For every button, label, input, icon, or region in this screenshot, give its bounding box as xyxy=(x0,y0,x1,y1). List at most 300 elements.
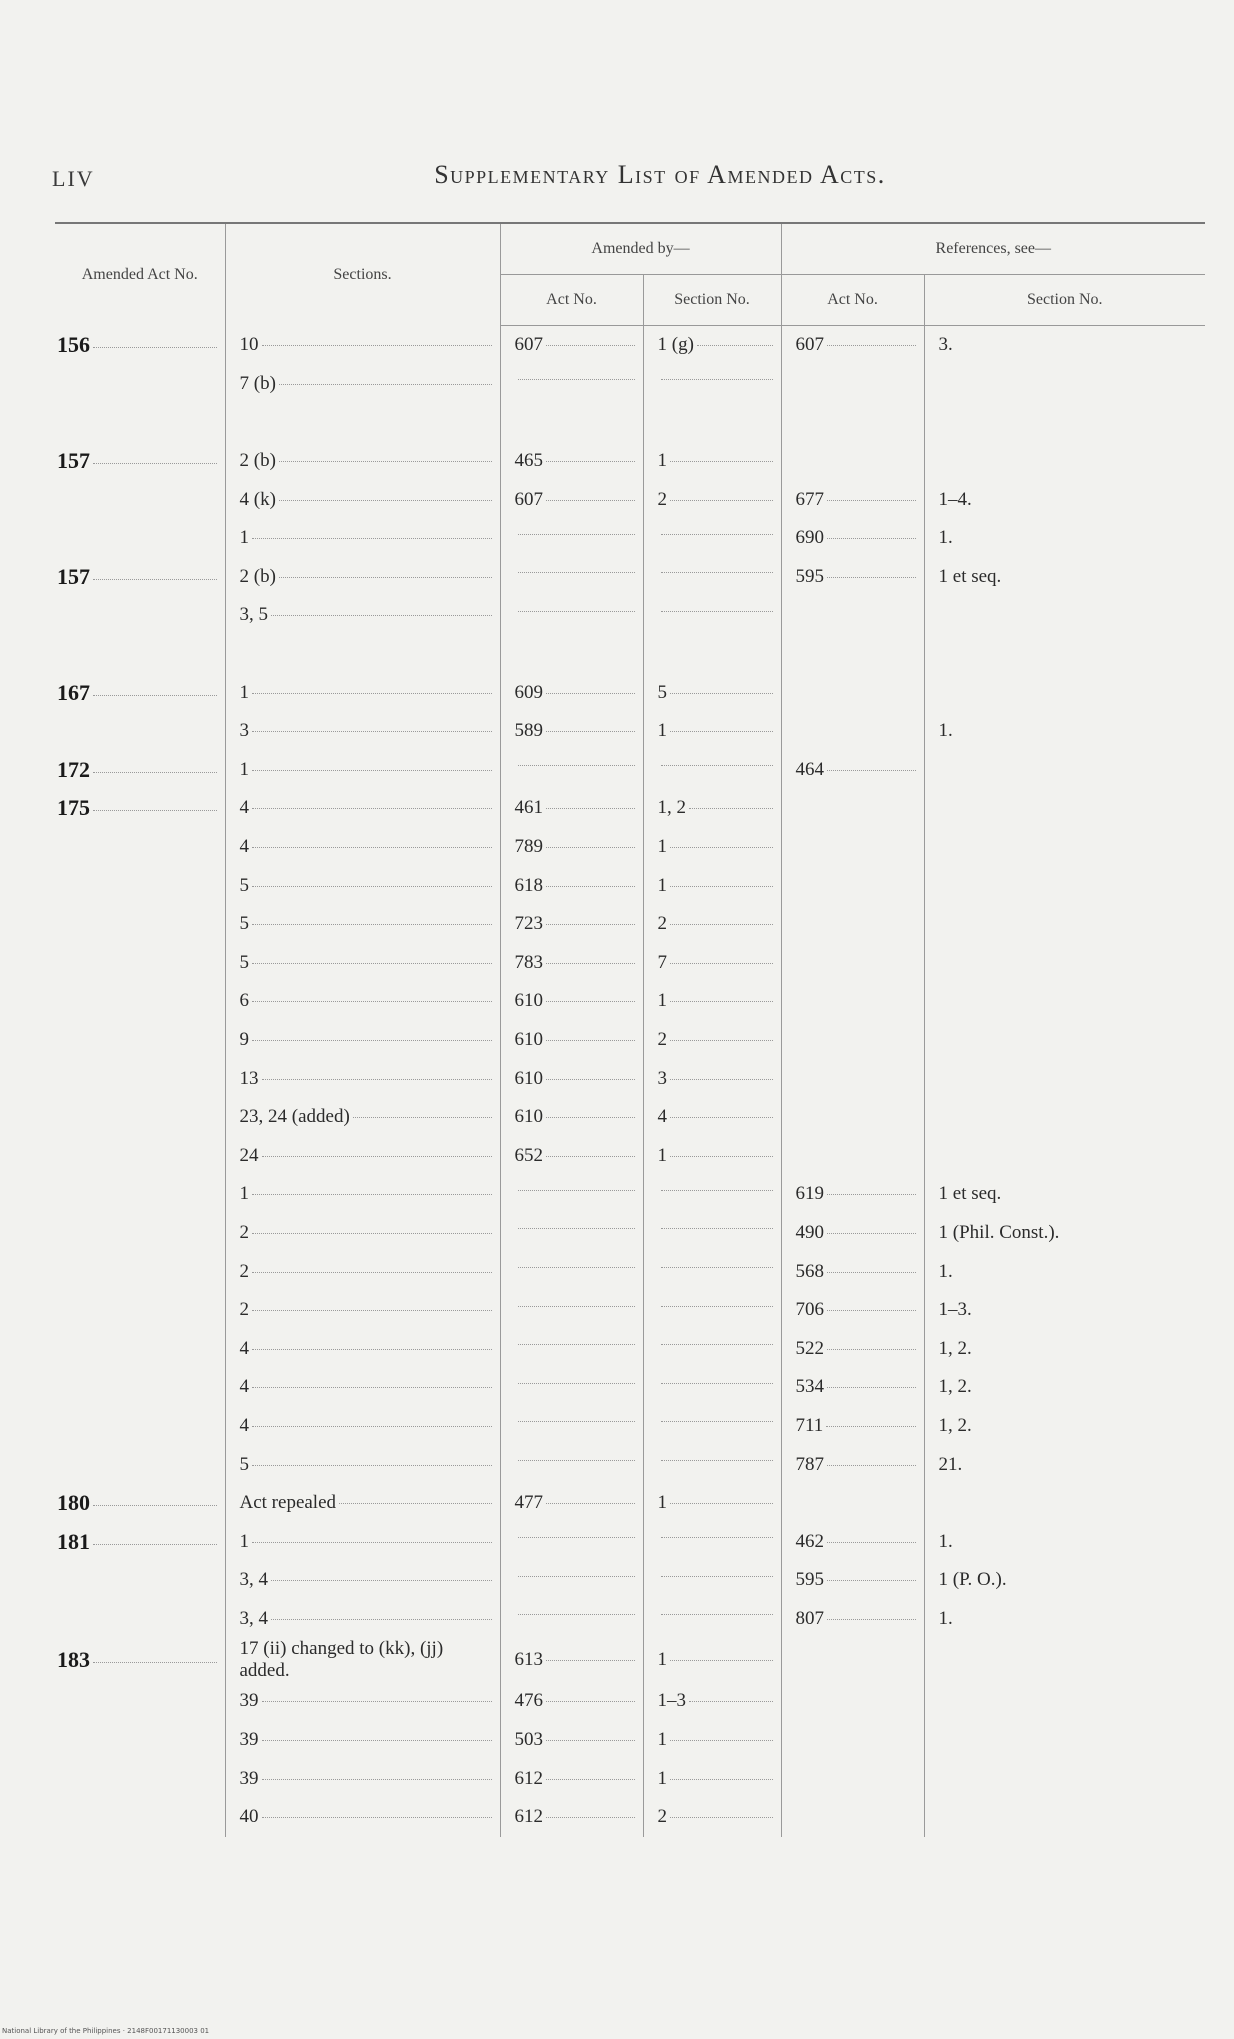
amended-by-section-cell-text: 1 xyxy=(657,836,667,858)
reference-act-cell xyxy=(781,1098,924,1137)
reference-act-cell-text: 462 xyxy=(795,1530,825,1552)
dot-leader xyxy=(518,1460,635,1461)
amended-act-cell xyxy=(55,944,225,983)
sections-cell-text: 24 xyxy=(239,1144,259,1166)
table-row xyxy=(55,558,1205,597)
amended-by-act-cell xyxy=(500,1252,643,1291)
reference-section-cell-text: 1, 2. xyxy=(938,1414,972,1436)
amended-act-cell-text: 175 xyxy=(57,795,90,821)
amended-act-cell-text: 157 xyxy=(57,448,90,474)
amended-by-act-cell xyxy=(500,905,643,944)
table-row xyxy=(55,1407,1205,1446)
table-row xyxy=(55,866,1205,905)
dot-leader xyxy=(93,1544,217,1545)
dot-leader xyxy=(546,1660,635,1661)
reference-act-cell xyxy=(781,866,924,905)
sections-cell xyxy=(225,326,500,365)
dot-leader xyxy=(518,1344,635,1345)
amended-by-section-cell xyxy=(643,1021,781,1060)
sections-cell xyxy=(225,1291,500,1330)
sections-cell xyxy=(225,365,500,404)
reference-act-cell xyxy=(781,828,924,867)
reference-section-cell xyxy=(924,1059,1205,1098)
amended-act-cell-text: 183 xyxy=(57,1647,90,1673)
dot-leader xyxy=(827,1272,916,1273)
amended-act-cell xyxy=(55,442,225,481)
reference-act-cell xyxy=(781,1021,924,1060)
amended-act-cell xyxy=(55,828,225,867)
header-section-no: Section No. xyxy=(643,275,781,326)
table-row xyxy=(55,1522,1205,1561)
reference-act-cell-text: 595 xyxy=(795,565,825,587)
sections-cell xyxy=(225,1175,500,1214)
dot-leader xyxy=(661,1576,773,1577)
dot-leader xyxy=(271,615,492,616)
table-row xyxy=(55,519,1205,558)
dot-leader xyxy=(827,1233,916,1234)
dot-leader xyxy=(546,1079,635,1080)
amended-by-act-cell xyxy=(500,1682,643,1721)
dot-leader xyxy=(518,534,635,535)
amended-act-cell xyxy=(55,1368,225,1407)
sections-cell xyxy=(225,1252,500,1291)
sections-cell-text: 1 xyxy=(239,758,249,780)
dot-leader xyxy=(518,1190,635,1191)
sections-cell-text: 1 xyxy=(239,527,249,549)
table-row xyxy=(55,1329,1205,1368)
amended-act-cell xyxy=(55,1484,225,1523)
reference-act-cell xyxy=(781,712,924,751)
amended-by-section-cell xyxy=(643,1407,781,1446)
reference-act-cell xyxy=(781,1214,924,1253)
reference-act-cell xyxy=(781,365,924,404)
dot-leader xyxy=(518,1383,635,1384)
dot-leader xyxy=(697,345,773,346)
sections-cell xyxy=(225,1522,500,1561)
amended-by-section-cell xyxy=(643,1329,781,1368)
dot-leader xyxy=(93,579,217,580)
dot-leader xyxy=(546,1779,635,1780)
reference-section-cell xyxy=(924,1136,1205,1175)
table-row xyxy=(55,1484,1205,1523)
dot-leader xyxy=(546,1740,635,1741)
reference-act-cell xyxy=(781,1522,924,1561)
dot-leader xyxy=(252,1349,492,1350)
amended-by-act-cell-text: 465 xyxy=(514,450,543,472)
dot-leader xyxy=(93,695,217,696)
amended-by-act-cell xyxy=(500,326,643,365)
sections-cell-text: 1 xyxy=(239,1183,249,1205)
amended-act-cell xyxy=(55,866,225,905)
amended-by-section-cell xyxy=(643,365,781,404)
dot-leader xyxy=(518,1306,635,1307)
reference-section-cell-text: 1. xyxy=(938,1607,953,1629)
sections-cell xyxy=(225,673,500,712)
sections-cell-text: 39 xyxy=(239,1729,259,1751)
footer-credit: National Library of the Philippines · 2148F00171130003 01 xyxy=(2,2027,210,2035)
dot-leader xyxy=(827,500,916,501)
sections-cell-text: 40 xyxy=(239,1806,259,1828)
sections-cell-text: 39 xyxy=(239,1767,259,1789)
amended-by-act-cell xyxy=(500,866,643,905)
amended-by-act-cell xyxy=(500,712,643,751)
header-amended-by: Amended by— xyxy=(500,223,781,275)
amended-by-act-cell xyxy=(500,673,643,712)
table-row xyxy=(55,1214,1205,1253)
amended-by-section-cell xyxy=(643,1291,781,1330)
dot-leader xyxy=(661,1228,773,1229)
sections-cell xyxy=(225,789,500,828)
amended-by-act-cell xyxy=(500,982,643,1021)
dot-leader xyxy=(93,1505,217,1506)
dot-leader xyxy=(670,1001,773,1002)
amended-act-cell xyxy=(55,326,225,365)
reference-section-cell xyxy=(924,1759,1205,1798)
sections-cell xyxy=(225,596,500,635)
table-row xyxy=(55,1252,1205,1291)
amended-by-section-cell xyxy=(643,1759,781,1798)
amended-act-cell xyxy=(55,1522,225,1561)
dot-leader xyxy=(546,693,635,694)
amended-by-act-cell-text: 476 xyxy=(514,1690,543,1712)
dot-leader xyxy=(262,1817,492,1818)
page-title: Supplementary List of Amended Acts. xyxy=(434,160,886,189)
amended-by-section-cell xyxy=(643,480,781,519)
table-row xyxy=(55,944,1205,983)
dot-leader xyxy=(546,1117,635,1118)
sections-cell xyxy=(225,982,500,1021)
sections-cell xyxy=(225,1638,500,1682)
amended-by-act-cell-text: 783 xyxy=(514,951,543,973)
dot-leader xyxy=(271,1619,492,1620)
amended-acts-table xyxy=(55,222,1205,1837)
sections-cell xyxy=(225,1682,500,1721)
dot-leader xyxy=(262,1079,492,1080)
amended-by-section-cell xyxy=(643,1798,781,1837)
reference-act-cell xyxy=(781,1368,924,1407)
reference-section-cell-text: 1 et seq. xyxy=(938,565,1002,587)
dot-leader xyxy=(827,1542,916,1543)
sections-cell xyxy=(225,1600,500,1639)
sections-cell-text: 7 (b) xyxy=(239,372,276,394)
table-row xyxy=(55,365,1205,404)
amended-by-act-cell-text: 589 xyxy=(514,720,543,742)
amended-by-section-cell-text: 1 xyxy=(657,720,667,742)
reference-section-cell-text: 1, 2. xyxy=(938,1376,972,1398)
reference-section-cell xyxy=(924,519,1205,558)
amended-act-cell-text: 180 xyxy=(57,1490,90,1516)
reference-section-cell-text: 1. xyxy=(938,1530,953,1552)
dot-leader xyxy=(279,577,492,578)
reference-act-cell xyxy=(781,1059,924,1098)
reference-section-cell xyxy=(924,1561,1205,1600)
amended-by-act-cell xyxy=(500,1407,643,1446)
header-ref-section-no: Section No. xyxy=(924,275,1205,326)
dot-leader xyxy=(262,1701,492,1702)
amended-by-act-cell-text: 610 xyxy=(514,990,543,1012)
reference-section-cell xyxy=(924,1798,1205,1837)
dot-leader xyxy=(670,886,773,887)
dot-leader xyxy=(546,1001,635,1002)
amended-act-cell-text: 172 xyxy=(57,756,90,782)
amended-by-section-cell xyxy=(643,828,781,867)
table-row xyxy=(55,442,1205,481)
amended-by-section-cell xyxy=(643,326,781,365)
reference-act-cell xyxy=(781,1252,924,1291)
reference-act-cell-text: 534 xyxy=(795,1376,825,1398)
amended-by-act-cell-text: 609 xyxy=(514,681,543,703)
dot-leader xyxy=(670,1079,773,1080)
amended-by-act-cell-text: 461 xyxy=(514,797,543,819)
dot-leader xyxy=(518,1228,635,1229)
amended-act-cell xyxy=(55,1329,225,1368)
reference-section-cell xyxy=(924,596,1205,635)
amended-by-section-cell-text: 1 (g) xyxy=(657,334,694,356)
reference-section-cell xyxy=(924,1098,1205,1137)
reference-section-cell xyxy=(924,905,1205,944)
reference-act-cell xyxy=(781,1600,924,1639)
amended-by-act-cell xyxy=(500,1484,643,1523)
amended-by-section-cell xyxy=(643,1484,781,1523)
dot-leader xyxy=(670,731,773,732)
sections-cell xyxy=(225,751,500,790)
dot-leader xyxy=(661,1421,773,1422)
amended-act-cell xyxy=(55,1021,225,1060)
dot-leader xyxy=(827,345,916,346)
sections-cell-text: 9 xyxy=(239,1028,249,1050)
reference-act-cell xyxy=(781,480,924,519)
reference-act-cell xyxy=(781,1721,924,1760)
header-act-no: Act No. xyxy=(500,275,643,326)
amended-by-section-cell-text: 1–3 xyxy=(657,1690,686,1712)
table-row xyxy=(55,789,1205,828)
sections-cell xyxy=(225,1561,500,1600)
amended-by-act-cell-text: 612 xyxy=(514,1767,543,1789)
amended-by-section-cell xyxy=(643,1600,781,1639)
table-row xyxy=(55,1445,1205,1484)
reference-act-cell xyxy=(781,1445,924,1484)
table-row xyxy=(55,673,1205,712)
dot-leader xyxy=(670,500,773,501)
dot-leader xyxy=(93,772,217,773)
reference-act-cell xyxy=(781,326,924,365)
amended-act-cell xyxy=(55,1759,225,1798)
sections-cell xyxy=(225,1445,500,1484)
amended-by-section-cell-text: 1, 2 xyxy=(657,797,686,819)
amended-act-cell xyxy=(55,1407,225,1446)
dot-leader xyxy=(93,1662,217,1663)
reference-act-cell xyxy=(781,1407,924,1446)
sections-cell-text: 5 xyxy=(239,951,249,973)
reference-section-cell-text: 1. xyxy=(938,1260,953,1282)
reference-section-cell xyxy=(924,1522,1205,1561)
amended-by-section-cell xyxy=(643,944,781,983)
sections-cell-text: 4 xyxy=(239,1376,249,1398)
dot-leader xyxy=(827,1349,916,1350)
amended-by-act-cell xyxy=(500,828,643,867)
reference-act-cell xyxy=(781,1798,924,1837)
sections-cell-text: 3 xyxy=(239,720,249,742)
sections-cell-text: 23, 24 (added) xyxy=(239,1106,350,1128)
sections-cell xyxy=(225,1021,500,1060)
table-row xyxy=(55,1368,1205,1407)
amended-act-cell xyxy=(55,1682,225,1721)
dot-leader xyxy=(546,808,635,809)
amended-by-act-cell xyxy=(500,1136,643,1175)
dot-leader xyxy=(670,1503,773,1504)
dot-leader xyxy=(252,1426,492,1427)
table-row xyxy=(55,596,1205,635)
amended-by-section-cell-text: 4 xyxy=(657,1106,667,1128)
dot-leader xyxy=(670,1660,773,1661)
amended-by-act-cell-text: 613 xyxy=(514,1649,543,1671)
amended-by-act-cell xyxy=(500,1214,643,1253)
amended-by-section-cell-text: 3 xyxy=(657,1067,667,1089)
reference-section-cell-text: 3. xyxy=(938,334,953,356)
reference-act-cell-text: 490 xyxy=(795,1221,825,1243)
reference-section-cell xyxy=(924,480,1205,519)
amended-by-section-cell xyxy=(643,905,781,944)
reference-section-cell-text: 1–3. xyxy=(938,1299,972,1321)
amended-act-cell-text: 181 xyxy=(57,1528,90,1554)
dot-leader xyxy=(661,1383,773,1384)
dot-leader xyxy=(827,770,916,771)
reference-section-cell xyxy=(924,982,1205,1021)
amended-by-act-cell xyxy=(500,751,643,790)
sections-cell xyxy=(225,519,500,558)
amended-by-act-cell xyxy=(500,789,643,828)
sections-cell xyxy=(225,1484,500,1523)
header-references: References, see— xyxy=(781,223,1205,275)
reference-section-cell xyxy=(924,1721,1205,1760)
dot-leader xyxy=(546,1817,635,1818)
reference-section-cell-text: 1 (P. O.). xyxy=(938,1569,1007,1591)
dot-leader xyxy=(546,1701,635,1702)
amended-by-act-cell xyxy=(500,365,643,404)
dot-leader xyxy=(827,1310,916,1311)
amended-by-act-cell-text: 652 xyxy=(514,1144,543,1166)
dot-leader xyxy=(546,731,635,732)
amended-act-cell xyxy=(55,1638,225,1682)
dot-leader xyxy=(252,538,492,539)
dot-leader xyxy=(827,1619,916,1620)
amended-act-cell xyxy=(55,558,225,597)
amended-by-act-cell-text: 612 xyxy=(514,1806,543,1828)
reference-section-cell-text: 1, 2. xyxy=(938,1337,972,1359)
reference-section-cell xyxy=(924,442,1205,481)
amended-by-act-cell xyxy=(500,1600,643,1639)
dot-leader xyxy=(518,1421,635,1422)
reference-section-cell xyxy=(924,1638,1205,1682)
amended-act-cell-text: 167 xyxy=(57,679,90,705)
reference-section-cell-text: 1 et seq. xyxy=(938,1183,1002,1205)
reference-section-cell xyxy=(924,1682,1205,1721)
dot-leader xyxy=(661,1614,773,1615)
dot-leader xyxy=(518,1267,635,1268)
dot-leader xyxy=(279,384,492,385)
amended-by-act-cell xyxy=(500,1561,643,1600)
amended-by-act-cell xyxy=(500,1522,643,1561)
sections-cell xyxy=(225,944,500,983)
dot-leader xyxy=(93,810,217,811)
amended-act-cell xyxy=(55,1214,225,1253)
reference-section-cell xyxy=(924,866,1205,905)
amended-by-act-cell xyxy=(500,1759,643,1798)
reference-section-cell xyxy=(924,1329,1205,1368)
sections-cell xyxy=(225,1407,500,1446)
reference-section-cell xyxy=(924,1252,1205,1291)
amended-by-section-cell-text: 1 xyxy=(657,1729,667,1751)
reference-act-cell-text: 706 xyxy=(795,1299,825,1321)
reference-act-cell-text: 787 xyxy=(795,1453,825,1475)
dot-leader xyxy=(826,1426,915,1427)
amended-by-act-cell-text: 618 xyxy=(514,874,543,896)
row-spacer xyxy=(55,403,1205,442)
amended-act-cell xyxy=(55,1291,225,1330)
reference-act-cell-text: 607 xyxy=(795,334,825,356)
table-row xyxy=(55,326,1205,365)
amended-act-cell xyxy=(55,1059,225,1098)
amended-by-section-cell-text: 1 xyxy=(657,1492,667,1514)
dot-leader xyxy=(518,1614,635,1615)
amended-by-section-cell-text: 1 xyxy=(657,450,667,472)
amended-act-cell xyxy=(55,1798,225,1837)
dot-leader xyxy=(252,731,492,732)
sections-cell-text: 10 xyxy=(239,334,259,356)
dot-leader xyxy=(518,379,635,380)
amended-by-section-cell xyxy=(643,1682,781,1721)
dot-leader xyxy=(518,572,635,573)
table-row xyxy=(55,712,1205,751)
dot-leader xyxy=(252,1387,492,1388)
sections-cell xyxy=(225,558,500,597)
table-row xyxy=(55,1175,1205,1214)
dot-leader xyxy=(546,924,635,925)
dot-leader xyxy=(827,577,916,578)
reference-act-cell-text: 807 xyxy=(795,1607,825,1629)
amended-by-act-cell xyxy=(500,480,643,519)
sections-cell-text: 5 xyxy=(239,1453,249,1475)
dot-leader xyxy=(670,693,773,694)
sections-cell xyxy=(225,1136,500,1175)
sections-cell xyxy=(225,1368,500,1407)
amended-by-section-cell-text: 7 xyxy=(657,951,667,973)
amended-by-act-cell xyxy=(500,1098,643,1137)
sections-cell-text: 2 xyxy=(239,1299,249,1321)
sections-cell xyxy=(225,1059,500,1098)
table-row xyxy=(55,1098,1205,1137)
dot-leader xyxy=(661,611,773,612)
reference-act-cell xyxy=(781,1136,924,1175)
reference-act-cell-text: 464 xyxy=(795,758,825,780)
dot-leader xyxy=(661,572,773,573)
reference-act-cell-text: 690 xyxy=(795,527,825,549)
reference-section-cell xyxy=(924,1214,1205,1253)
dot-leader xyxy=(661,765,773,766)
amended-act-cell xyxy=(55,673,225,712)
sections-cell-text: 4 xyxy=(239,1414,249,1436)
amended-act-cell-text: 156 xyxy=(57,332,90,358)
amended-by-act-cell xyxy=(500,1291,643,1330)
amended-by-act-cell-text: 607 xyxy=(514,334,543,356)
dot-leader xyxy=(670,1117,773,1118)
amended-act-cell xyxy=(55,789,225,828)
amended-by-act-cell xyxy=(500,558,643,597)
amended-by-act-cell-text: 503 xyxy=(514,1729,543,1751)
reference-section-cell xyxy=(924,558,1205,597)
sections-cell-text: 3, 4 xyxy=(239,1607,268,1629)
reference-act-cell-text: 595 xyxy=(795,1569,825,1591)
